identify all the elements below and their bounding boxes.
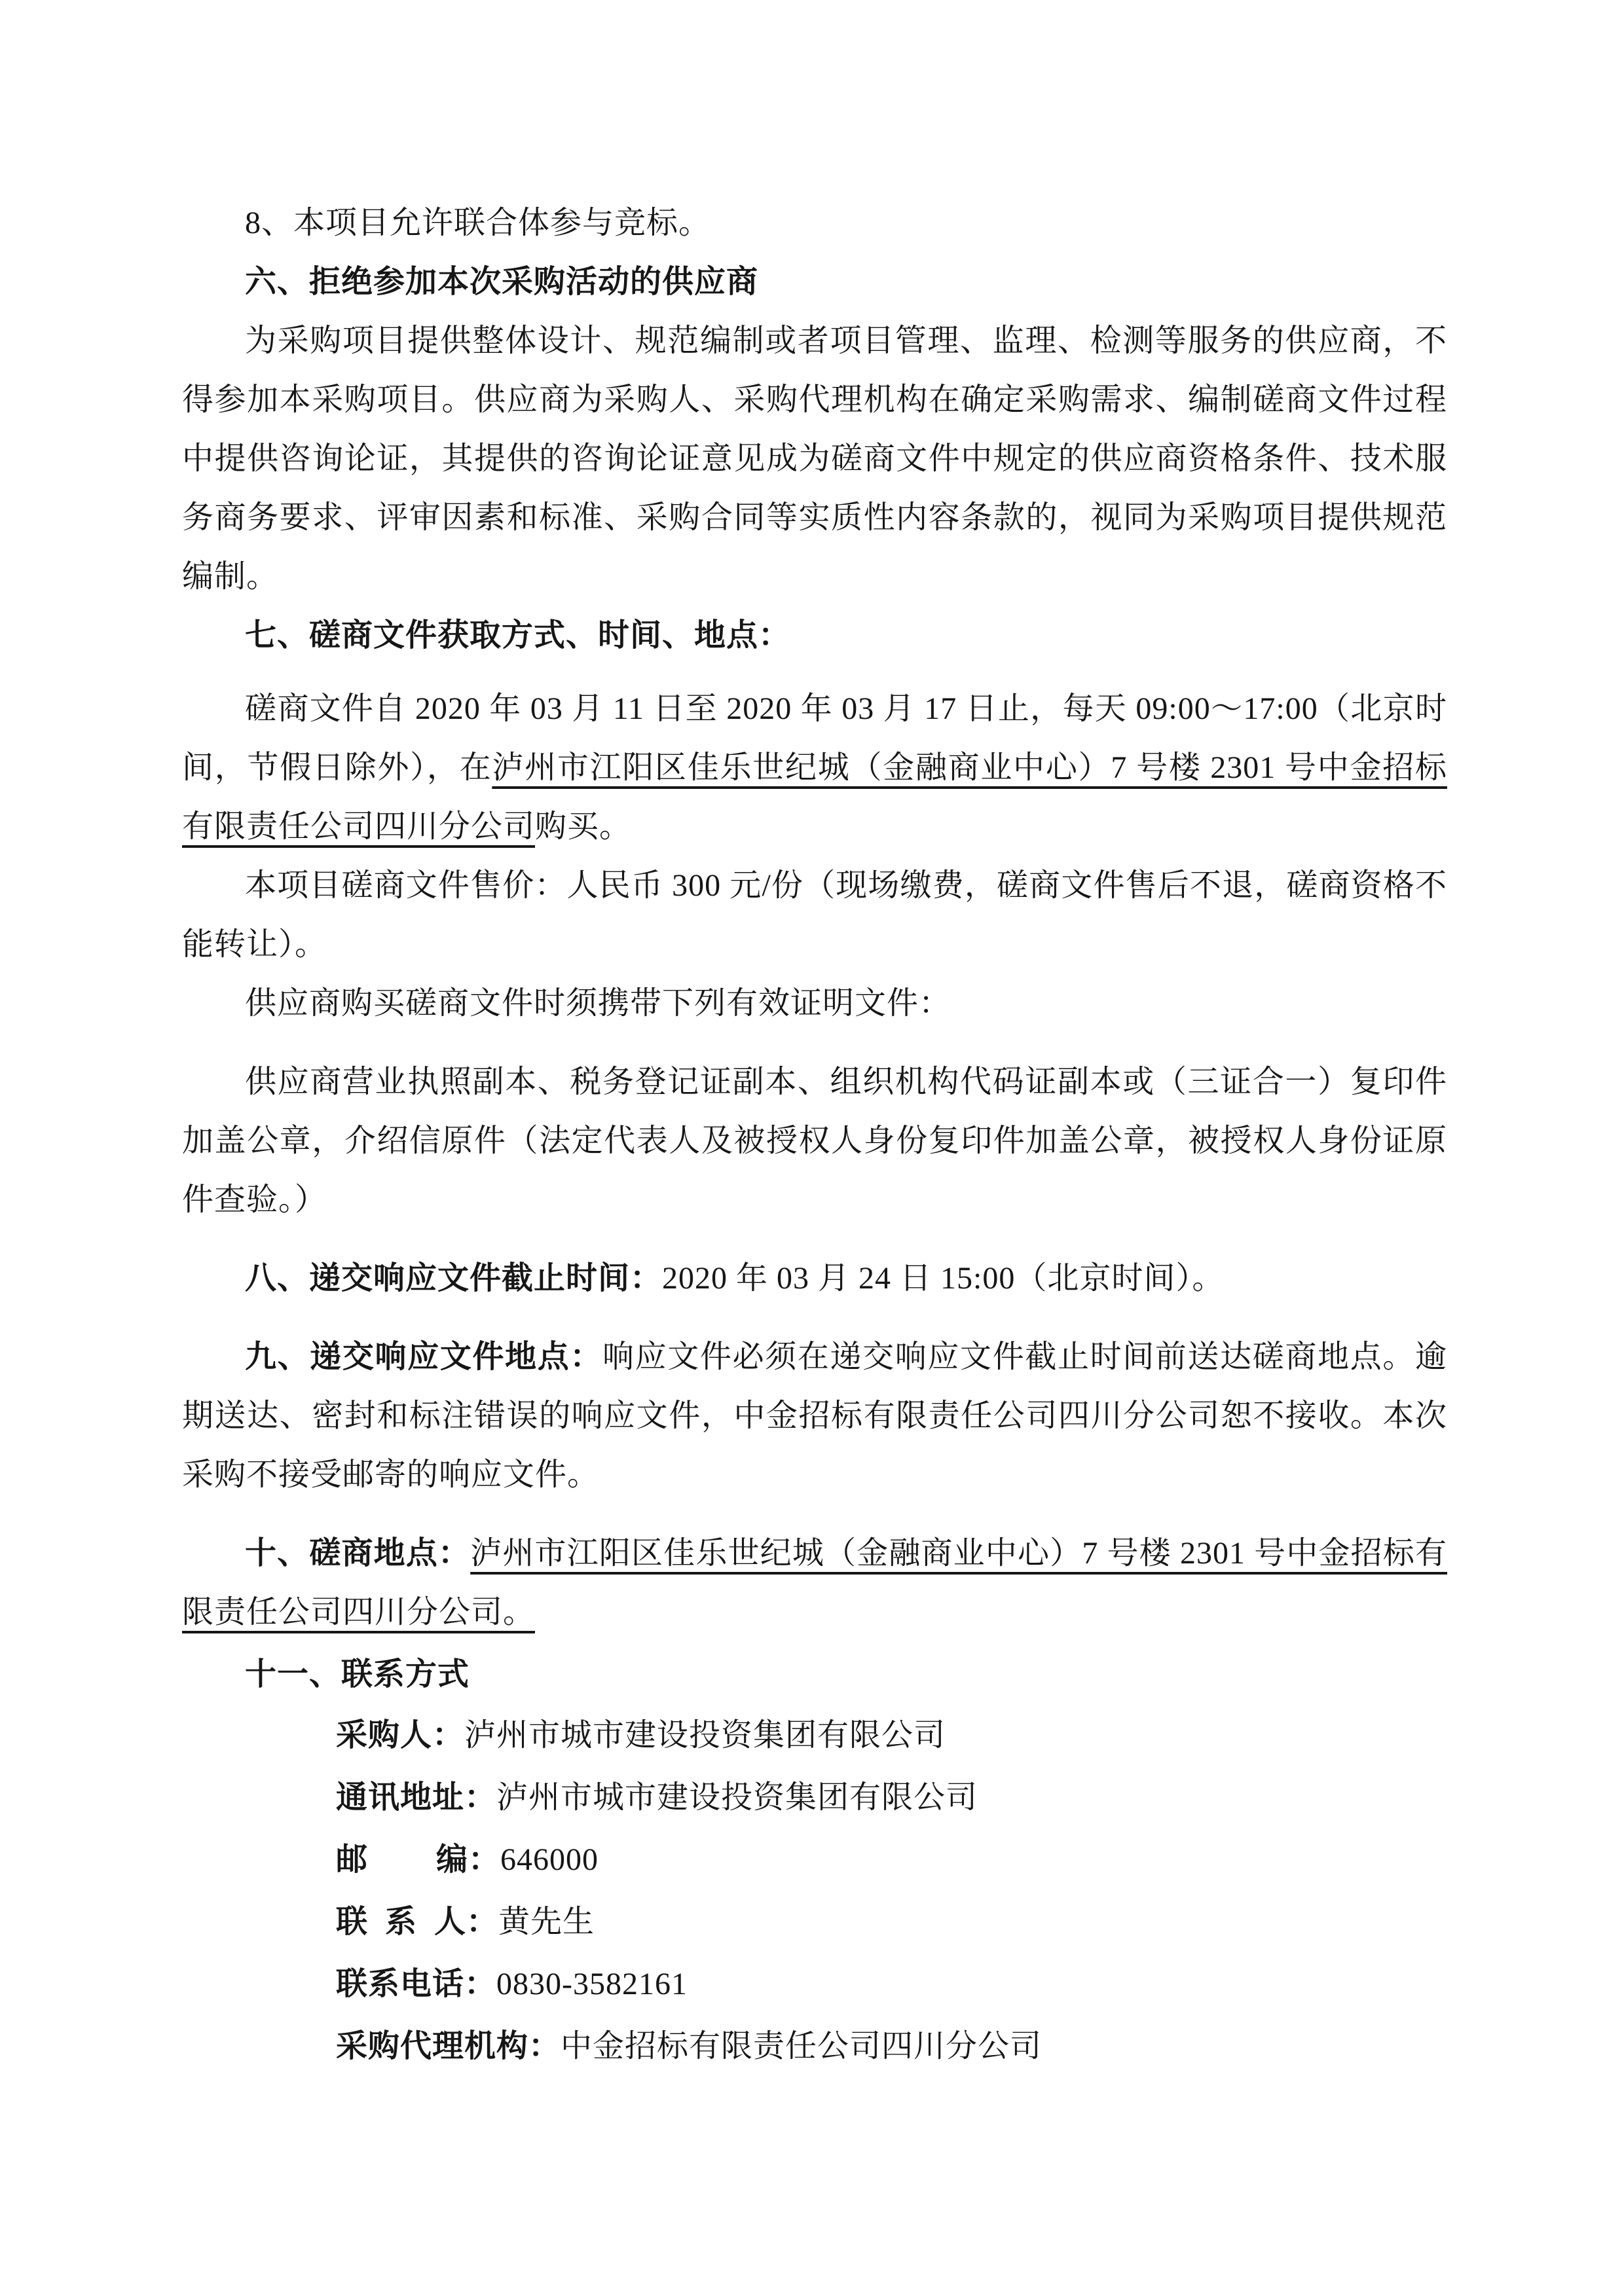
- section-11-heading: 十一、联系方式: [245, 1657, 470, 1692]
- contact-value-agency: 中金招标有限责任公司四川分公司: [561, 2029, 1043, 2064]
- contact-value-address: 泸州市城市建设投资集团有限公司: [496, 1780, 978, 1815]
- section-7-paragraph-2: 本项目磋商文件售价：人民币 300 元/份（现场缴费，磋商文件售后不退，磋商资格不能转让）。: [182, 868, 1447, 962]
- purchase-address-underlined: 泸州市江阳区佳乐世纪城（金融商业中心）7 号楼 2301 号中金招标有限责任公司四川分公司: [182, 750, 1447, 844]
- contact-label-address: 通讯地址：: [336, 1780, 497, 1815]
- contact-line-postcode: [336, 1829, 1447, 1891]
- contact-label-agency: 采购代理机构：: [336, 2029, 561, 2064]
- section-8-value: 2020 年 03 月 24 日 15:00（北京时间）。: [662, 1261, 1225, 1296]
- negotiation-address-underlined: 泸州市江阳区佳乐世纪城（金融商业中心）7 号楼 2301 号中金招标有限责任公司四川分公司。: [182, 1536, 1447, 1630]
- contact-label-phone: 联系电话：: [336, 1967, 497, 2001]
- contact-line-purchaser: [336, 1704, 1447, 1766]
- section-10-label: 十、磋商地点：: [245, 1536, 471, 1571]
- section-7-paragraph-4: 供应商营业执照副本、税务登记证副本、组织机构代码证副本或（三证合一）复印件加盖公章，介绍信原件（法定代表人及被授权人身份复印件加盖公章，被授权人身份证原件查验。）: [182, 1065, 1447, 1217]
- section-7-paragraph-1-tail: 购买。: [535, 809, 632, 844]
- contact-label-person: 联 系 人：: [336, 1904, 499, 1939]
- section-6-paragraph: 为采购项目提供整体设计、规范编制或者项目管理、监理、检测等服务的供应商，不得参加本采购项目。供应商为采购人、采购代理机构在确定采购需求、编制磋商文件过程中提供咨询论证，其提供的咨询论证意见成为磋商文件中规定的供应商资格条件、技术服务商务要求、评审因素和标准、采购合同等实质性内容条款的，视同为采购项目提供规范编制。: [182, 323, 1447, 594]
- contact-value-phone: 0830-3582161: [496, 1967, 688, 2001]
- section-8-line: [182, 1249, 1447, 1308]
- contact-value-person: 黄先生: [498, 1904, 595, 1939]
- contact-line-phone: [336, 1953, 1447, 2015]
- contact-value-purchaser: 泸州市城市建设投资集团有限公司: [464, 1718, 946, 1753]
- section-7-paragraph-3: 供应商购买磋商文件时须携带下列有效证明文件：: [245, 986, 951, 1021]
- contact-info-block: [182, 1704, 1447, 2077]
- section-9-value: 响应文件必须在递交响应文件截止时间前送达磋商地点。逾期送达、密封和标注错误的响应文件，中金招标有限责任公司四川分公司恕不接收。本次采购不接受邮寄的响应文件。: [182, 1339, 1447, 1492]
- clause-item-8: 8、本项目允许联合体参与竞标。: [245, 206, 711, 240]
- contact-value-postcode: 646000: [500, 1842, 599, 1877]
- contact-label-purchaser: 采购人：: [336, 1718, 465, 1753]
- section-6-heading: 六、拒绝参加本次采购活动的供应商: [245, 264, 759, 299]
- contact-line-person: [336, 1891, 1447, 1953]
- contact-line-address: [336, 1766, 1447, 1829]
- contact-label-postcode: 邮 编：: [336, 1842, 501, 1877]
- section-9-label: 九、递交响应文件地点：: [245, 1339, 603, 1374]
- section-8-label: 八、递交响应文件截止时间：: [245, 1261, 663, 1296]
- section-7-heading: 七、磋商文件获取方式、时间、地点：: [245, 618, 791, 653]
- section-7-paragraph-1-text: 磋商文件自 2020 年 03 月 11 日至 2020 年 03 月 17 日止，每天 09:00～17:00（北京时间，节假日除外），在: [182, 691, 1447, 785]
- section-9-paragraph: [182, 1328, 1447, 1504]
- section-10-paragraph: [182, 1524, 1447, 1642]
- contact-line-agency: [336, 2015, 1447, 2077]
- section-7-paragraph-1: [182, 680, 1447, 856]
